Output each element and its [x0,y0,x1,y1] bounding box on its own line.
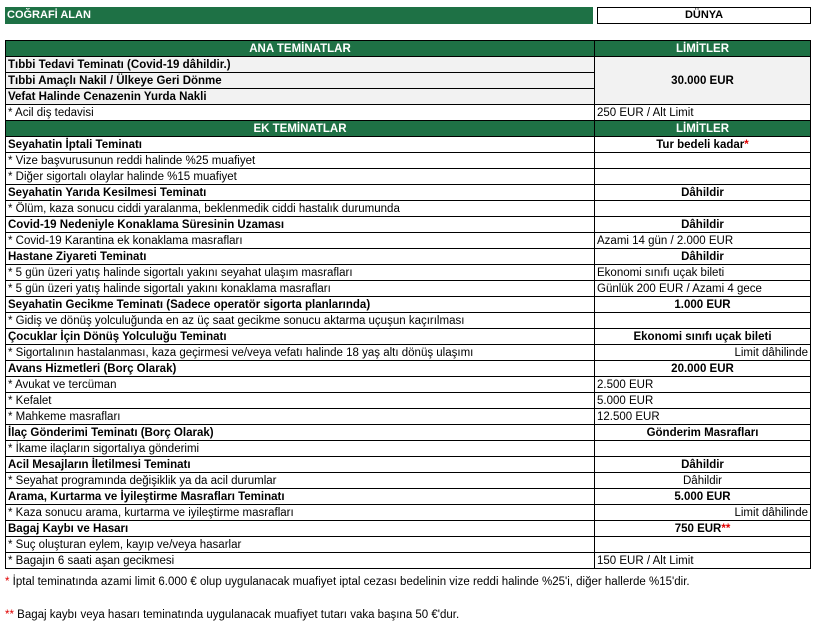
table-row [6,153,811,169]
extra-coverages-header [6,121,811,137]
coverage-limit [595,489,811,505]
limit-value: Gönderim Masrafları [646,426,759,439]
coverage-label: * Gidiş ve dönüş yolculuğunda en az üç saat gecikme sonucu aktarma uçuşun kaçırılması [6,313,595,329]
coverage-limit [595,377,811,393]
footnote-text: Bagaj kaybı veya hasarı teminatında uygulanacak muafiyet tutarı vaka başına 50 €'dur. [13,609,460,621]
footnote-marker: * [744,138,749,151]
table-row [6,313,811,329]
limit-value: Limit dâhilinde [734,506,808,519]
coverage-limit [595,473,811,489]
coverage-label: * Seyahat programında değişiklik ya da acil durumlar [6,473,595,489]
limit-value: 150 EUR / Alt Limit [597,554,694,567]
table-row [6,281,811,297]
limit-value: Ekonomi sınıfı uçak bileti [633,330,772,343]
limit-value: 12.500 EUR [597,410,660,423]
coverage-limit [595,297,811,313]
limit-value: 20.000 EUR [671,362,734,375]
geo-value: DÜNYA [597,7,811,24]
table-row [6,249,811,265]
main-coverages-header [6,41,811,57]
table-row [6,537,811,553]
coverage-label: Seyahatin Yarıda Kesilmesi Teminatı [6,185,595,201]
limit-value: Dâhildir [681,458,724,471]
coverage-limit [595,281,811,297]
coverage-limit [595,409,811,425]
coverage-label: * Covid-19 Karantina ek konaklama masrafları [6,233,595,249]
table-row [6,377,811,393]
main-merged-limit: 30.000 EUR [595,57,811,105]
main-limits-title: LİMİTLER [595,41,811,57]
limit-value: 2.500 EUR [597,378,654,391]
limit-value: Dâhildir [681,186,724,199]
coverage-label: * Kefalet [6,393,595,409]
table-row [6,425,811,441]
coverage-label: * Suç oluşturan eylem, kayıp ve/veya hasarlar [6,537,595,553]
coverage-limit [595,393,811,409]
coverage-limit [595,137,811,153]
main-coverage-label: Tıbbi Tedavi Teminatı (Covid-19 dâhildir.) [6,57,595,73]
footnote-marker: ** [5,609,14,621]
limit-value: Dâhildir [681,218,724,231]
coverage-label: Avans Hizmetleri (Borç Olarak) [6,361,595,377]
footnote-text: İptal teminatında azami limit 6.000 € olup uygulanacak muafiyet iptal cezası bedelinin vize reddi halinde %25'i, diğer hallerde %15'dir. [9,576,690,588]
coverage-limit [595,185,811,201]
coverage-label: * Ölüm, kaza sonucu ciddi yaralanma, beklenmedik ciddi hastalık durumunda [6,201,595,217]
coverage-limit [595,425,811,441]
limit-value: 5.000 EUR [674,490,731,503]
table-row [6,553,811,569]
limit-value: 1.000 EUR [674,298,731,311]
coverage-limit [595,265,811,281]
table-row [6,169,811,185]
main-coverage-label: Vefat Halinde Cenazenin Yurda Nakli [6,89,595,105]
footnote-marker: ** [721,522,731,535]
table-row [6,361,811,377]
table-row [6,489,811,505]
table-row [6,185,811,201]
dental-limit: 250 EUR / Alt Limit [595,105,811,121]
footnote-marker: * [5,576,10,588]
coverage-label: * Kaza sonucu arama, kurtarma ve iyileştirme masrafları [6,505,595,521]
limit-value: Limit dâhilinde [734,346,808,359]
limit-value: 750 EUR [674,522,722,535]
limit-value: Ekonomi sınıfı uçak bileti [597,266,725,279]
dental-label: * Acil diş tedavisi [6,105,595,121]
coverage-limit [595,153,811,169]
coverage-label: Acil Mesajların İletilmesi Teminatı [6,457,595,473]
table-row [6,345,811,361]
coverage-limit [595,505,811,521]
coverage-label: * Bagajın 6 saati aşan gecikmesi [6,553,595,569]
coverage-table [5,40,811,569]
table-row [6,297,811,313]
coverage-label: * Diğer sigortalı olaylar halinde %15 muafiyet [6,169,595,185]
table-row [6,473,811,489]
coverage-limit [595,249,811,265]
coverage-label: Arama, Kurtarma ve İyileştirme Masrafları Teminatı [6,489,595,505]
coverage-label: * Avukat ve tercüman [6,377,595,393]
table-row [6,393,811,409]
table-row [6,201,811,217]
coverage-limit [595,217,811,233]
coverage-label: * İkame ilaçların sigortalıya gönderimi [6,441,595,457]
coverage-label: Bagaj Kaybı ve Hasarı [6,521,595,537]
table-row [6,105,811,121]
table-row [6,137,811,153]
coverage-label: Çocuklar İçin Dönüş Yolculuğu Teminatı [6,329,595,345]
extra-limits-title: LİMİTLER [595,121,811,137]
table-row [6,521,811,537]
coverage-limit [595,441,811,457]
coverage-label: * Sigortalının hastalanması, kaza geçirmesi ve/veya vefatı halinde 18 yaş altı dönüş ulaşımı [6,345,595,361]
limit-value: Günlük 200 EUR / Azami 4 gece [597,282,762,295]
coverage-limit [595,361,811,377]
table-row [6,57,811,73]
limit-value: Tur bedeli kadar [656,138,745,151]
footnote-cancellation [5,576,690,588]
table-row [6,265,811,281]
coverage-label: * Mahkeme masrafları [6,409,595,425]
coverage-limit [595,553,811,569]
limit-value: 5.000 EUR [597,394,654,407]
limit-value: Dâhildir [681,250,724,263]
coverage-label: İlaç Gönderimi Teminatı (Borç Olarak) [6,425,595,441]
coverage-limit [595,345,811,361]
main-coverage-label: Tıbbi Amaçlı Nakil / Ülkeye Geri Dönme [6,73,595,89]
table-row [6,457,811,473]
coverage-label: Seyahatin Gecikme Teminatı (Sadece operatör sigorta planlarında) [6,297,595,313]
limit-value: Dâhildir [683,474,722,487]
geo-header [5,7,811,24]
footnote-baggage [5,609,459,621]
table-row [6,409,811,425]
coverage-limit [595,313,811,329]
coverage-label: * 5 gün üzeri yatış halinde sigortalı yakını seyahat ulaşım masrafları [6,265,595,281]
table-row [6,505,811,521]
coverage-label: Hastane Ziyareti Teminatı [6,249,595,265]
coverage-label: * Vize başvurusunun reddi halinde %25 muafiyet [6,153,595,169]
limit-value: Azami 14 gün / 2.000 EUR [597,234,734,247]
table-row [6,233,811,249]
coverage-label: * 5 gün üzeri yatış halinde sigortalı yakını konaklama masrafları [6,281,595,297]
coverage-limit [595,457,811,473]
coverage-limit [595,537,811,553]
table-row [6,217,811,233]
coverage-limit [595,521,811,537]
coverage-limit [595,201,811,217]
extra-coverages-title: EK TEMİNATLAR [6,121,595,137]
coverage-limit [595,169,811,185]
coverage-limit [595,233,811,249]
table-row [6,329,811,345]
coverage-limit [595,329,811,345]
main-coverages-title: ANA TEMİNATLAR [6,41,595,57]
table-row [6,441,811,457]
geo-label: COĞRAFİ ALAN [5,7,593,24]
coverage-label: Covid-19 Nedeniyle Konaklama Süresinin Uzaması [6,217,595,233]
coverage-label: Seyahatin İptali Teminatı [6,137,595,153]
